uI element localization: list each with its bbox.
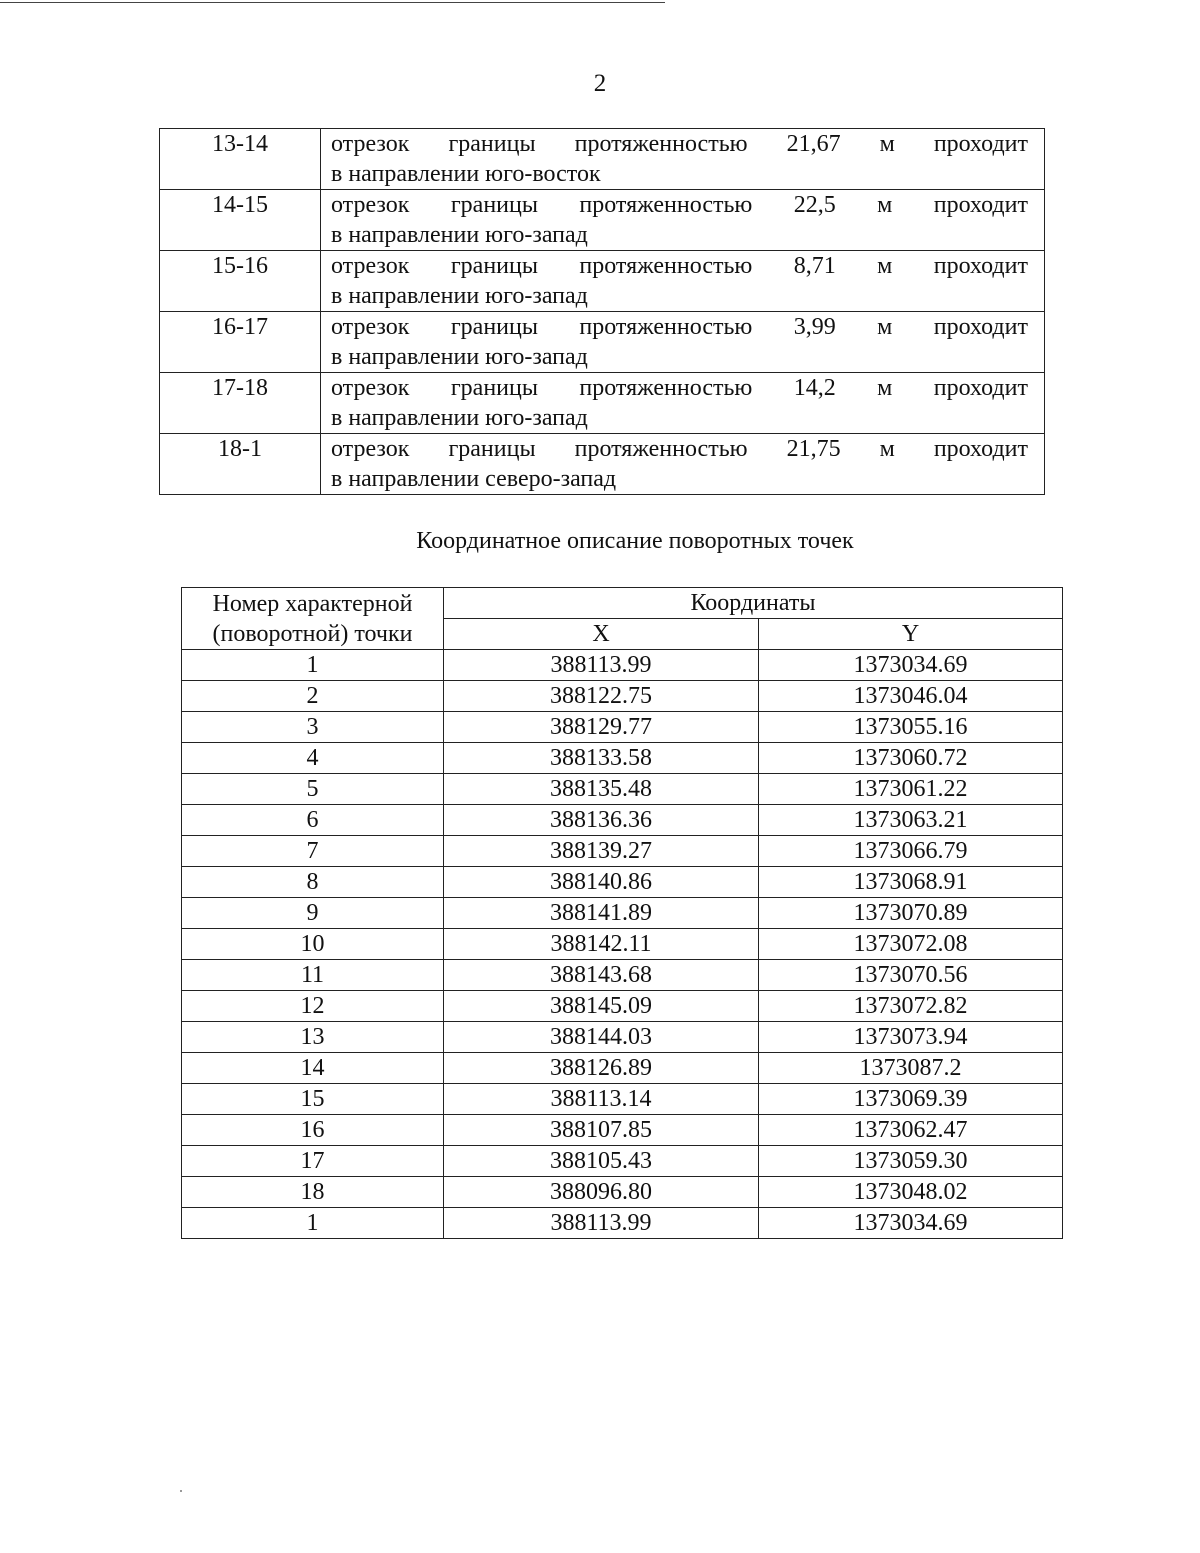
segment-id: 15-16 (160, 251, 321, 312)
segment-id: 18-1 (160, 434, 321, 495)
word-boundary: границы (450, 375, 538, 401)
coordinate-y: 1373061.22 (759, 774, 1063, 805)
header-x: X (444, 619, 759, 650)
word-passes: проходит (933, 314, 1028, 340)
coordinate-y: 1373055.16 (759, 712, 1063, 743)
segment-direction: в направлении юго-запад (331, 283, 588, 309)
point-number: 13 (182, 1022, 444, 1053)
coordinate-y: 1373070.89 (759, 898, 1063, 929)
word-passes: проходит (933, 192, 1028, 218)
segment-id: 14-15 (160, 190, 321, 251)
word-boundary: границы (450, 192, 538, 218)
point-number: 6 (182, 805, 444, 836)
point-number: 4 (182, 743, 444, 774)
point-number: 14 (182, 1053, 444, 1084)
word-length-label: протяженностью (574, 131, 748, 157)
coordinate-x: 388136.36 (444, 805, 759, 836)
word-segment: отрезок (331, 314, 410, 340)
segment-unit: м (877, 253, 893, 279)
coordinate-x: 388113.99 (444, 650, 759, 681)
segment-id: 17-18 (160, 373, 321, 434)
word-boundary: границы (448, 131, 536, 157)
coordinate-x: 388113.99 (444, 1208, 759, 1239)
segment-description (321, 312, 1045, 373)
segment-description (321, 190, 1045, 251)
point-number: 12 (182, 991, 444, 1022)
coordinate-row (182, 650, 1063, 681)
segment-row (160, 434, 1045, 495)
point-number: 15 (182, 1084, 444, 1115)
coordinate-row (182, 712, 1063, 743)
header-coordinates: Координаты (444, 588, 1063, 619)
coordinate-row (182, 1146, 1063, 1177)
coordinate-row (182, 1115, 1063, 1146)
segment-description (321, 373, 1045, 434)
coordinate-x: 388105.43 (444, 1146, 759, 1177)
coordinate-y: 1373059.30 (759, 1146, 1063, 1177)
word-passes: проходит (933, 375, 1028, 401)
point-number: 18 (182, 1177, 444, 1208)
segment-length: 21,75 (786, 436, 841, 462)
word-passes: проходит (933, 253, 1028, 279)
segment-row (160, 312, 1045, 373)
coordinate-row (182, 929, 1063, 960)
coordinate-row (182, 898, 1063, 929)
segment-direction: в направлении юго-запад (331, 344, 588, 370)
coordinate-x: 388129.77 (444, 712, 759, 743)
point-number: 3 (182, 712, 444, 743)
coordinate-row (182, 1177, 1063, 1208)
coordinate-row (182, 836, 1063, 867)
coordinate-y: 1373060.72 (759, 743, 1063, 774)
segment-unit: м (877, 192, 893, 218)
point-number: 7 (182, 836, 444, 867)
segments-table (159, 128, 1045, 495)
segment-row (160, 129, 1045, 190)
coordinate-y: 1373062.47 (759, 1115, 1063, 1146)
coordinate-y: 1373072.82 (759, 991, 1063, 1022)
coordinate-row (182, 1053, 1063, 1084)
coordinate-row (182, 1084, 1063, 1115)
page-number: 2 (593, 70, 607, 97)
segment-direction: в направлении юго-запад (331, 222, 588, 248)
point-number: 9 (182, 898, 444, 929)
word-length-label: протяженностью (579, 375, 753, 401)
segment-description (321, 129, 1045, 190)
segment-length: 3,99 (793, 314, 836, 340)
coordinate-row (182, 743, 1063, 774)
point-number: 1 (182, 650, 444, 681)
word-passes: проходит (933, 131, 1028, 157)
coordinate-y: 1373034.69 (759, 1208, 1063, 1239)
point-number: 2 (182, 681, 444, 712)
coordinate-x: 388141.89 (444, 898, 759, 929)
coordinate-y: 1373087.2 (759, 1053, 1063, 1084)
coordinate-y: 1373070.56 (759, 960, 1063, 991)
word-segment: отрезок (331, 131, 410, 157)
coordinate-x: 388133.58 (444, 743, 759, 774)
coordinate-row (182, 1208, 1063, 1239)
coordinates-caption: Координатное описание поворотных точек (416, 528, 854, 554)
segment-row (160, 373, 1045, 434)
coordinates-table (181, 587, 1063, 1239)
point-number: 10 (182, 929, 444, 960)
word-length-label: протяженностью (579, 192, 753, 218)
segment-row (160, 190, 1045, 251)
word-segment: отрезок (331, 375, 410, 401)
scan-speck (180, 1490, 182, 1492)
point-number: 17 (182, 1146, 444, 1177)
segment-unit: м (879, 436, 895, 462)
header-point-line2: (поворотной) точки (212, 620, 413, 647)
segment-unit: м (877, 375, 893, 401)
word-boundary: границы (448, 436, 536, 462)
coordinate-row (182, 960, 1063, 991)
coordinate-y: 1373066.79 (759, 836, 1063, 867)
segment-direction: в направлении юго-восток (331, 161, 601, 187)
segment-row (160, 251, 1045, 312)
word-segment: отрезок (331, 253, 410, 279)
segment-length: 21,67 (786, 131, 841, 157)
coordinate-x: 388107.85 (444, 1115, 759, 1146)
point-number: 11 (182, 960, 444, 991)
coordinate-y: 1373048.02 (759, 1177, 1063, 1208)
word-boundary: границы (450, 253, 538, 279)
word-boundary: границы (450, 314, 538, 340)
coordinate-row (182, 681, 1063, 712)
segment-unit: м (877, 314, 893, 340)
coordinate-x: 388145.09 (444, 991, 759, 1022)
segment-description (321, 251, 1045, 312)
word-length-label: протяженностью (579, 253, 753, 279)
scan-edge-line (0, 2, 665, 3)
coordinate-row (182, 867, 1063, 898)
coordinate-y: 1373046.04 (759, 681, 1063, 712)
point-number: 1 (182, 1208, 444, 1239)
point-number: 16 (182, 1115, 444, 1146)
coordinate-x: 388140.86 (444, 867, 759, 898)
coordinate-x: 388143.68 (444, 960, 759, 991)
segment-length: 22,5 (793, 192, 836, 218)
coordinate-x: 388113.14 (444, 1084, 759, 1115)
coordinate-x: 388135.48 (444, 774, 759, 805)
word-length-label: протяженностью (574, 436, 748, 462)
coordinate-y: 1373072.08 (759, 929, 1063, 960)
segment-length: 8,71 (793, 253, 836, 279)
coordinate-row (182, 805, 1063, 836)
segment-description (321, 434, 1045, 495)
coordinate-row (182, 1022, 1063, 1053)
segment-id: 16-17 (160, 312, 321, 373)
point-number: 5 (182, 774, 444, 805)
coordinate-x: 388142.11 (444, 929, 759, 960)
header-point-line1: Номер характерной (212, 590, 413, 617)
coordinate-row (182, 774, 1063, 805)
coordinate-y: 1373069.39 (759, 1084, 1063, 1115)
word-segment: отрезок (331, 436, 410, 462)
header-point-number (182, 588, 444, 650)
coordinate-y: 1373068.91 (759, 867, 1063, 898)
segment-direction: в направлении северо-запад (331, 466, 617, 492)
coordinate-x: 388122.75 (444, 681, 759, 712)
coordinate-x: 388144.03 (444, 1022, 759, 1053)
coordinate-y: 1373063.21 (759, 805, 1063, 836)
segment-id: 13-14 (160, 129, 321, 190)
segment-unit: м (879, 131, 895, 157)
coordinate-x: 388139.27 (444, 836, 759, 867)
coordinate-x: 388096.80 (444, 1177, 759, 1208)
coordinate-x: 388126.89 (444, 1053, 759, 1084)
word-segment: отрезок (331, 192, 410, 218)
segment-length: 14,2 (793, 375, 836, 401)
point-number: 8 (182, 867, 444, 898)
word-length-label: протяженностью (579, 314, 753, 340)
coordinate-row (182, 991, 1063, 1022)
coordinate-y: 1373034.69 (759, 650, 1063, 681)
segment-direction: в направлении юго-запад (331, 405, 588, 431)
coordinate-y: 1373073.94 (759, 1022, 1063, 1053)
header-y: Y (759, 619, 1063, 650)
word-passes: проходит (933, 436, 1028, 462)
